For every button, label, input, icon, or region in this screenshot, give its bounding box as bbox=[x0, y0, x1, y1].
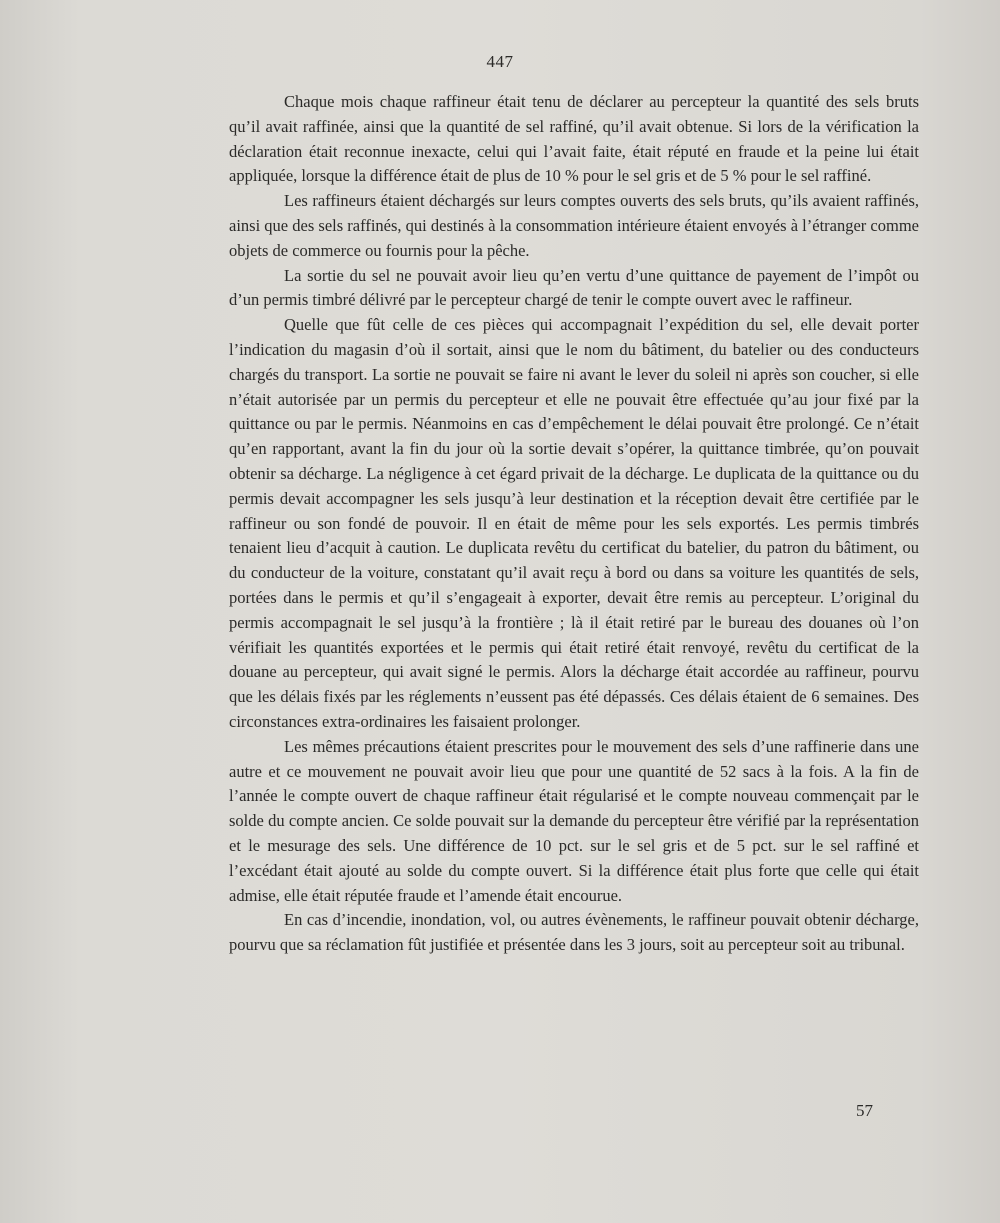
paragraph: Les raffineurs étaient déchargés sur leurs comptes ouverts des sels bruts, qu’ils avaient raffinés, ainsi que des sels raffinés, qui destinés à la consommation intérieure étaient envoyés à l’étranger comme objets de commerce ou fournis pour la pêche. bbox=[229, 191, 919, 260]
page-number: 447 bbox=[486, 52, 514, 71]
body-text bbox=[229, 90, 919, 958]
signature-mark: 57 bbox=[856, 1101, 873, 1120]
paragraph: Chaque mois chaque raffineur était tenu de déclarer au percepteur la quantité des sels bruts qu’il avait raffinée, ainsi que la quantité de sel raffiné, qu’il avait obtenue. Si lors de la vérification la déclaration était reconnue inexacte, celui qui l’avait faite, était réputé en fraude et la peine lui était appliquée, lorsque la différence était de plus de 10 % pour le sel gris et de 5 % pour le sel raffiné. bbox=[229, 92, 919, 186]
paragraph: Quelle que fût celle de ces pièces qui accompagnait l’expédition du sel, elle devait porter l’indication du magasin d’où il sortait, ainsi que le nom du bâtiment, du batelier ou des conducteurs chargés du transport. La sortie ne pouvait se faire ni avant le lever du soleil ni après son coucher, si elle n’était autorisée par un permis du percepteur et elle ne pouvait être effectuée qu’au jour fixé par la quittance ou par le permis. Néanmoins en cas d’empêchement le délai pouvait être prolongé. Ce n’était qu’en rapportant, avant la fin du jour où la sortie devait s’opérer, la quittance timbrée, qu’on pouvait obtenir sa décharge. La négligence à cet égard privait de la décharge. Le duplicata de la quittance ou du permis devait accompagner les sels jusqu’à leur destination et la réception devait être certifiée par le raffineur ou son fondé de pouvoir. Il en était de même pour les sels exportés. Les permis timbrés tenaient lieu d’acquit à caution. Le duplicata revêtu du certificat du batelier, du patron du bâtiment, ou du conducteur de la voiture, constatant qu’il avait reçu à bord ou dans sa voiture les quantités de sels, portées dans le permis et qu’il s’engageait à exporter, devait être remis au percepteur. L’original du permis accompagnait le sel jusqu’à la frontière ; là il était retiré par le bureau des douanes où l’on vérifiait les quantités exportées et le permis qui était retiré était renvoyé, revêtu du certificat de la douane au percepteur, qui avait signé le permis. Alors la décharge était accordée au raffineur, pourvu que les délais fixés par les réglements n’eussent pas été dépassés. Ces délais étaient de 6 semaines. Des circonstances extra-ordinaires les faisaient prolonger. bbox=[229, 315, 919, 731]
paragraph: La sortie du sel ne pouvait avoir lieu qu’en vertu d’une quittance de payement de l’impôt ou d’un permis timbré délivré par le percepteur chargé de tenir le compte ouvert avec le raffineur. bbox=[229, 265, 919, 310]
paragraph: Les mêmes précautions étaient prescrites pour le mouvement des sels d’une raffinerie dans une autre et ce mouvement ne pouvait avoir lieu que pour une quantité de 52 sacs à la fois. A la fin de l’année le compte ouvert de chaque raffineur était régularisé et le compte nouveau commençait par le solde du compte ancien. Ce solde pouvait sur la demande du percepteur être vérifié par la représentation et le mesurage des sels. Une différence de 10 pct. sur le sel gris et de 5 pct. sur le sel raffiné et l’excédant était ajouté au solde du compte ouvert. Si la différence était plus forte que celle qui était admise, elle était réputée fraude et l’amende était encourue. bbox=[229, 736, 919, 905]
paragraph: En cas d’incendie, inondation, vol, ou autres évènements, le raffineur pouvait obtenir décharge, pourvu que sa réclamation fût justifiée et présentée dans les 3 jours, soit au percepteur soit au tribunal. bbox=[229, 910, 919, 955]
